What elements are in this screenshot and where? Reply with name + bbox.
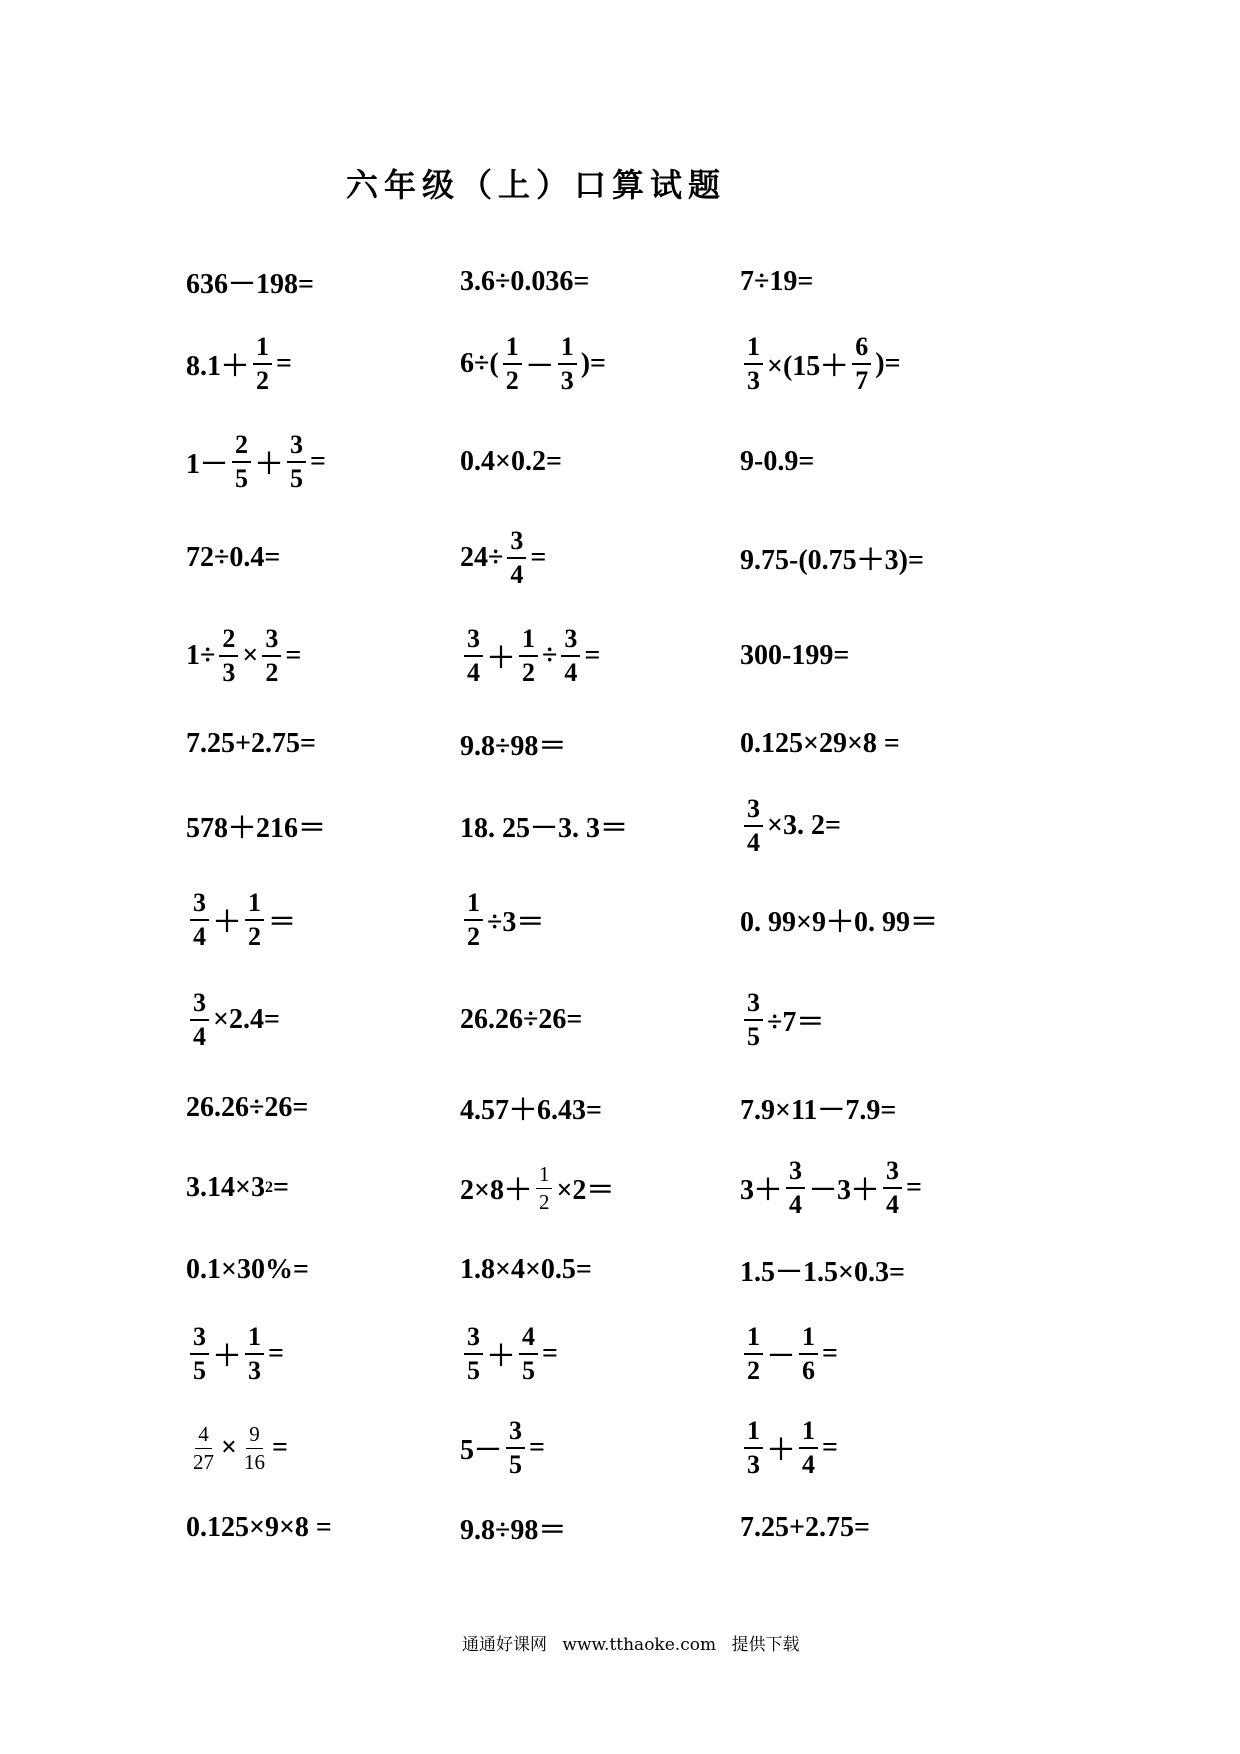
expression-text: = [268,1338,284,1369]
problem-expression [460,528,546,588]
fraction-numerator: 3 [190,890,209,921]
expression-text: = [822,1432,838,1463]
fraction-denominator: 4 [789,1190,803,1219]
fraction [287,432,306,492]
problem-expression [740,796,841,856]
problem-expression [460,990,582,1050]
expression-text: = [285,640,302,671]
expression-text: 4.57＋6.43= [460,1095,602,1126]
fraction [558,334,577,394]
fraction-denominator: 3 [248,1356,262,1385]
expression-text: 7÷19= [740,266,814,297]
fraction-numerator: 1 [744,1324,763,1355]
fraction-denominator: 5 [522,1356,536,1385]
fraction [799,1418,818,1478]
fraction [464,890,483,950]
page-title: 六年级（上）口算试题 [346,166,727,204]
expression-text: 6÷( [460,348,499,379]
fraction-numerator: 3 [287,432,306,463]
fraction-denominator: 5 [290,464,304,493]
expression-text: 0.125×29×8 = [740,728,900,759]
problem-expression [460,1418,545,1478]
expression-text: ＋ [767,1435,796,1466]
fraction-denominator: 4 [802,1450,816,1479]
problem-expression [186,796,326,856]
expression-text: 1.8×4×0.5= [460,1254,592,1285]
fraction [561,626,580,686]
footer [462,1630,809,1655]
expression-text: －3＋ [809,1175,880,1206]
problem-expression [186,432,326,492]
fraction-numerator: 1 [744,334,763,365]
expression-text: 0.4×0.2= [460,446,562,477]
fraction-numerator: 9 [246,1424,263,1449]
fraction-numerator: 3 [464,1324,483,1355]
problem-expression [186,252,314,312]
fraction [464,1324,483,1384]
problem-expression [460,890,544,950]
expression-text: 0.1×30%= [186,1254,309,1285]
fraction [232,432,251,492]
problem-expression [740,334,901,394]
fraction-denominator: 4 [510,560,524,589]
expression-text: × [242,640,259,671]
fraction-denominator: 2 [505,366,519,395]
fraction-denominator: 2 [522,658,536,687]
fraction [507,528,526,588]
fraction-denominator: 4 [467,658,480,687]
fraction [190,990,209,1050]
expression-text: － [525,351,554,382]
expression-text: 24÷ [460,542,504,573]
fraction [219,626,238,686]
expression-text: )= [875,348,901,379]
expression-text: 18. 25－3. 3＝ [460,813,629,844]
fraction [245,1324,264,1384]
fraction [190,1421,217,1474]
fraction [506,1418,525,1478]
fraction-numerator: 1 [799,1418,818,1449]
fraction [241,1421,268,1474]
problem-expression [460,1078,602,1138]
expression-text: = [272,1172,289,1203]
fraction-denominator: 2 [256,366,270,395]
fraction [744,990,763,1050]
problem-expression [460,1158,614,1218]
fraction-numerator: 1 [558,334,577,365]
problem-expression [740,1240,905,1300]
expression-text: 8.1＋ [186,351,250,382]
expression-text: 7.9×11－7.9= [740,1095,897,1126]
expression-text: ×2.4= [213,1004,280,1035]
expression-text: = [276,348,292,379]
fraction-denominator: 3 [560,366,574,395]
fraction [536,1161,553,1214]
footer-action: 提供下载 [731,1635,800,1655]
fraction [262,626,281,686]
fraction [799,1324,818,1384]
exponent: 2 [264,1179,273,1196]
fraction-numerator: 1 [464,890,483,921]
expression-text: 9.8÷98＝ [460,731,567,762]
fraction [786,1158,805,1218]
expression-text: 7.25+2.75= [740,1512,870,1543]
problem-expression [460,796,628,856]
fraction [744,1324,763,1384]
expression-text: － [767,1341,796,1372]
fraction-denominator: 2 [467,922,480,951]
expression-text: 1－ [186,449,229,480]
footer-site: 通通好课网 [462,1635,547,1655]
fraction-numerator: 3 [883,1158,902,1189]
expression-text: ＋ [255,449,284,480]
fraction-numerator: 3 [786,1158,805,1189]
fraction-numerator: 1 [744,1418,763,1449]
expression-text: = [310,446,326,477]
fraction-denominator: 4 [193,1022,206,1051]
expression-text: ×(15＋ [767,351,849,382]
fraction-numerator: 1 [245,890,264,921]
fraction-numerator: 3 [744,796,763,827]
fraction-numerator: 1 [503,334,522,365]
expression-text: = [822,1338,838,1369]
expression-text: ×2＝ [556,1175,615,1206]
expression-text: ×3. 2= [767,810,841,841]
fraction-numerator: 1 [536,1164,553,1189]
fraction-denominator: 3 [222,658,236,687]
problem-expression [460,1240,592,1300]
fraction-denominator: 3 [747,1450,760,1479]
fraction-denominator: 5 [193,1356,206,1385]
fraction-numerator: 1 [245,1324,264,1355]
fraction-denominator: 4 [886,1190,900,1219]
expression-text: = [906,1172,922,1203]
fraction-numerator: 2 [219,626,238,657]
expression-text: 3＋ [740,1175,783,1206]
fraction [852,334,871,394]
expression-text: 0. 99×9＋0. 99＝ [740,907,938,938]
fraction-denominator: 2 [538,1189,550,1214]
fraction-numerator: 4 [519,1324,538,1355]
expression-text: ÷3＝ [487,907,545,938]
fraction-numerator: 3 [507,528,526,559]
fraction [883,1158,902,1218]
problem-expression [740,252,813,312]
fraction-denominator: 2 [248,922,262,951]
problem-expression [460,432,562,492]
fraction [519,626,538,686]
problem-expression [740,1418,838,1478]
expression-text: × [221,1432,237,1463]
fraction-numerator: 3 [464,626,483,657]
expression-text: 26.26÷26= [186,1092,309,1123]
fraction-denominator: 2 [265,658,279,687]
fraction-denominator: 6 [802,1356,816,1385]
expression-text: 7.25+2.75= [186,728,316,759]
problem-expression [740,626,849,686]
problem-expression [740,432,814,492]
expression-text: ＝ [268,907,297,938]
expression-text: ＋ [213,1341,242,1372]
footer-url: www.tthaoke.com [562,1635,717,1655]
fraction [503,334,522,394]
fraction-numerator: 4 [195,1424,212,1449]
expression-text: 300-199= [740,640,850,671]
expression-text: 1÷ [186,640,216,671]
problem-expression [460,714,566,774]
expression-text: = [542,1338,558,1369]
fraction-numerator: 1 [799,1324,818,1355]
expression-text: 72÷0.4= [186,542,281,573]
problem-expression [186,1240,309,1300]
problem-expression [740,890,938,950]
fraction-denominator: 5 [235,464,249,493]
fraction-denominator: 4 [193,922,206,951]
expression-text: = [271,1432,288,1463]
fraction-numerator: 3 [190,1324,209,1355]
problem-expression [186,626,301,686]
problem-expression [186,528,280,588]
expression-text: = [584,640,601,671]
fraction [519,1324,538,1384]
fraction-denominator: 16 [243,1449,265,1474]
expression-text: 9.8÷98＝ [460,1515,567,1546]
problem-expression [460,626,600,686]
problem-expression [186,1078,308,1138]
fraction-denominator: 7 [855,366,869,395]
expression-text: 578＋216＝ [186,813,327,844]
expression-text: 636－198= [186,269,314,300]
expression-text: )= [580,348,606,379]
fraction-denominator: 2 [747,1356,760,1385]
fraction [464,626,483,686]
fraction [744,796,763,856]
expression-text: 9-0.9= [740,446,815,477]
problem-expression [186,890,296,950]
expression-text: ÷ [542,640,558,671]
fraction-denominator: 4 [747,828,760,857]
expression-text: ＋ [487,643,516,674]
fraction-denominator: 5 [509,1450,523,1479]
fraction-denominator: 5 [467,1356,480,1385]
fraction [744,1418,763,1478]
problem-expression [186,1418,288,1478]
fraction-numerator: 3 [506,1418,525,1449]
fraction-numerator: 3 [561,626,580,657]
problem-expression [186,1158,289,1218]
expression-text: 1.5－1.5×0.3= [740,1257,905,1288]
fraction [744,334,763,394]
fraction-numerator: 3 [262,626,281,657]
fraction-numerator: 3 [744,990,763,1021]
fraction-numerator: 1 [253,334,272,365]
fraction [190,1324,209,1384]
problem-expression [740,714,900,774]
fraction-denominator: 27 [193,1449,214,1474]
expression-text: ＋ [487,1341,516,1372]
fraction-denominator: 3 [747,366,760,395]
expression-text: 26.26÷26= [460,1004,583,1035]
problem-expression [460,1498,566,1558]
problem-expression [740,990,824,1050]
expression-text: 3.14×3 [186,1172,265,1203]
expression-text: ÷7＝ [767,1007,825,1038]
expression-text: 9.75-(0.75＋3)= [740,545,924,576]
fraction-denominator: 4 [564,658,578,687]
expression-text: 5－ [460,1435,503,1466]
fraction [190,890,209,950]
problem-expression [740,1158,922,1218]
problem-expression [460,252,589,312]
problem-expression [460,1324,558,1384]
problem-expression [740,1078,896,1138]
expression-text: 3.6÷0.036= [460,266,590,297]
fraction-numerator: 6 [852,334,871,365]
problem-expression [186,1324,284,1384]
fraction [245,890,264,950]
problem-expression [740,1324,838,1384]
fraction-numerator: 2 [232,432,251,463]
problem-expression [186,1498,332,1558]
expression-text: = [530,542,547,573]
expression-text: = [529,1432,545,1463]
fraction-denominator: 5 [747,1022,760,1051]
problem-expression [186,334,292,394]
problem-expression [460,334,606,394]
fraction-numerator: 1 [519,626,538,657]
problem-expression [186,990,280,1050]
fraction-numerator: 3 [190,990,209,1021]
fraction [253,334,272,394]
problem-expression [740,1498,870,1558]
expression-text: 0.125×9×8 = [186,1512,332,1543]
expression-text: ＋ [213,907,242,938]
problem-expression [186,714,316,774]
problem-expression [740,528,924,588]
expression-text: 2×8＋ [460,1175,532,1206]
